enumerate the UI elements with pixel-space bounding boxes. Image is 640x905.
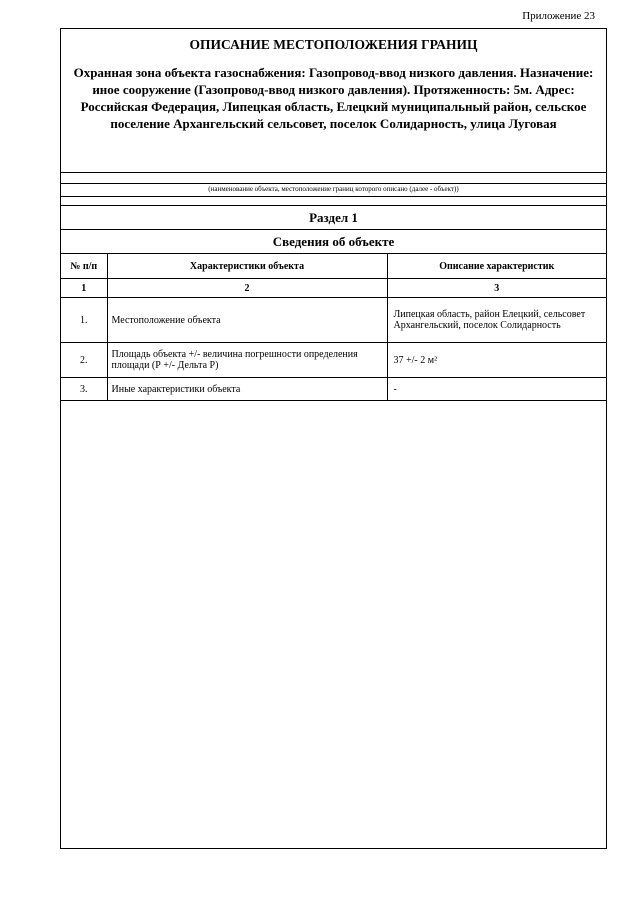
appendix-label: Приложение 23 [522, 10, 595, 22]
row-characteristic: Площадь объекта +/- величина погрешности определения площади (Р +/- Дельта Р) [107, 343, 387, 378]
spacer [61, 197, 606, 206]
object-description: Охранная зона объекта газоснабжения: Газопровод-ввод низкого давления. Назначение: иное сооружение (Газопровод-ввод низкого давления). Протяженность: 5м. Адрес: Российская Федерация, Липецкая область, Елецкий муниципальный район, сельское поселение Архангельский сельсовет, поселок Солидарность, улица Луговая [73, 65, 594, 131]
section-title: Раздел 1 [61, 206, 606, 230]
row-number: 3. [61, 378, 107, 401]
row-value: 37 +/- 2 м² [387, 343, 606, 378]
col-header-characteristic: Характеристики объекта [107, 254, 387, 279]
spacer [61, 173, 606, 184]
col-number: 1 [61, 279, 107, 298]
document-frame [60, 28, 607, 849]
row-number: 1. [61, 298, 107, 343]
table-row [61, 378, 606, 401]
row-number: 2. [61, 343, 107, 378]
col-header-description: Описание характеристик [387, 254, 606, 279]
table-row [61, 298, 606, 343]
title-block [61, 29, 606, 173]
table-row [61, 343, 606, 378]
row-characteristic: Местоположение объекта [107, 298, 387, 343]
section-subtitle: Сведения об объекте [61, 230, 606, 254]
row-characteristic: Иные характеристики объекта [107, 378, 387, 401]
document-title: ОПИСАНИЕ МЕСТОПОЛОЖЕНИЯ ГРАНИЦ [189, 37, 478, 52]
table-header-row [61, 254, 606, 279]
col-number: 3 [387, 279, 606, 298]
col-header-number: № п/п [61, 254, 107, 279]
object-info-table [61, 254, 606, 401]
row-value: Липецкая область, район Елецкий, сельсовет Архангельский, поселок Солидарность [387, 298, 606, 343]
col-number: 2 [107, 279, 387, 298]
object-hint: (наименование объекта, местоположение границ которого описано (далее - объект)) [61, 184, 606, 197]
table-column-numbers-row [61, 279, 606, 298]
row-value: - [387, 378, 606, 401]
